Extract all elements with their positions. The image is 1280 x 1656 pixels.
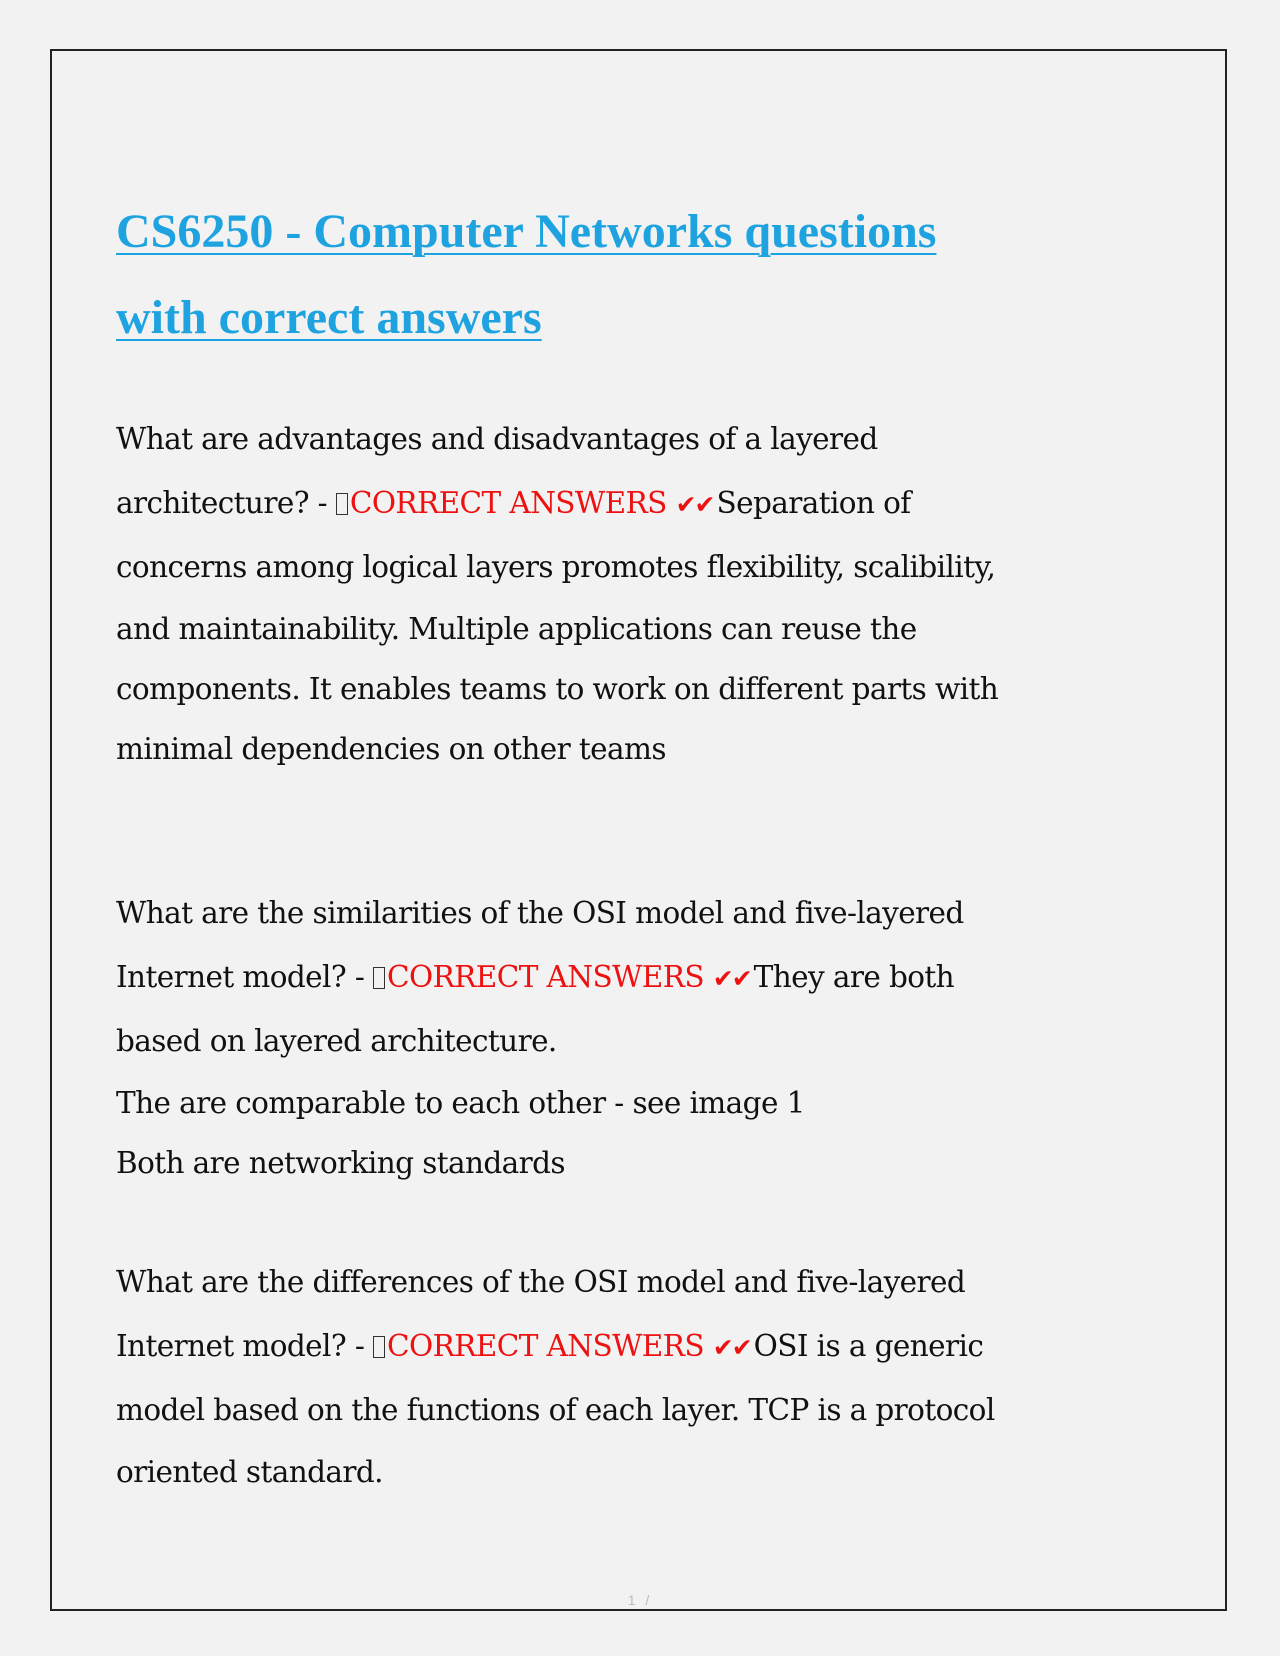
page-number: 1 / (627, 1592, 653, 1608)
question-text: Internet model? - (116, 960, 374, 994)
question-text-with-answer (116, 471, 1156, 535)
question-text-with-answer (116, 1314, 1156, 1378)
title-line-2: with correct answers (116, 291, 542, 344)
answer-text: and maintainability. Multiple applications can reuse the (116, 612, 917, 646)
question-block-3 (116, 1250, 1156, 1502)
answer-text: Separation of (716, 486, 911, 520)
document-title[interactable] (116, 189, 1096, 361)
correct-answers-label: CORRECT ANSWERS (387, 960, 704, 994)
answer-text: based on layered architecture. (116, 1024, 557, 1058)
answer-text: Both are networking standards (116, 1146, 565, 1180)
answer-text: OSI is a generic (753, 1329, 984, 1363)
document-page (50, 49, 1227, 1611)
question-text-with-answer (116, 945, 1156, 1009)
answer-text: oriented standard. (116, 1455, 383, 1489)
question-text: What are advantages and disadvantages of a layered (116, 422, 878, 456)
missing-glyph-icon (373, 1336, 385, 1358)
title-line-1: CS6250 - Computer Networks questions (116, 205, 937, 258)
answer-text: concerns among logical layers promotes flexibility, scalibility, (116, 550, 996, 584)
answer-text: minimal dependencies on other teams (116, 732, 666, 766)
question-block-1 (116, 407, 1156, 779)
question-text: architecture? - (116, 486, 336, 520)
question-text: What are the differences of the OSI model and five-layered (116, 1265, 966, 1299)
answer-text: model based on the functions of each layer. TCP is a protocol (116, 1393, 995, 1427)
check-marks-icon: ✔✔ (675, 490, 714, 519)
question-text: Internet model? - (116, 1329, 374, 1363)
check-marks-icon: ✔✔ (712, 964, 751, 993)
correct-answers-label: CORRECT ANSWERS (349, 486, 667, 520)
check-marks-icon: ✔✔ (712, 1333, 751, 1362)
answer-text: components. It enables teams to work on different parts with (116, 672, 999, 706)
question-text: What are the similarities of the OSI model and five-layered (116, 896, 964, 930)
correct-answers-label: CORRECT ANSWERS (387, 1329, 704, 1363)
answer-text: They are both (753, 960, 955, 994)
question-block-2 (116, 881, 1156, 1193)
missing-glyph-icon (336, 493, 348, 515)
answer-text: The are comparable to each other - see image 1 (116, 1086, 805, 1120)
missing-glyph-icon (373, 967, 385, 989)
